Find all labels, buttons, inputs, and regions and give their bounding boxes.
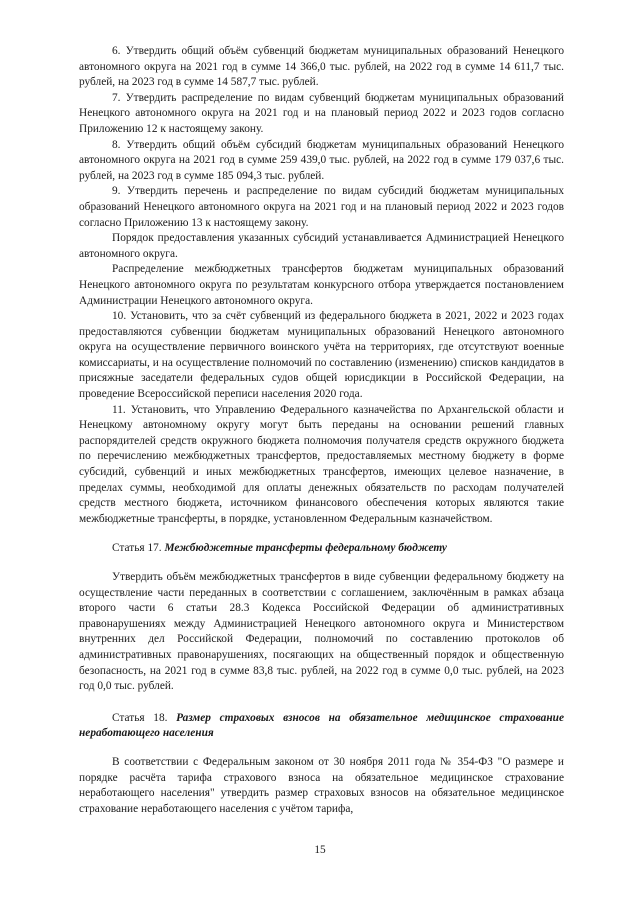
- article-18-title: Размер страховых взносов на обязательное медицинское страхование неработающего населения: [79, 711, 564, 740]
- paragraph-11: 11. Установить, что Управлению Федерального казначейства по Архангельской области и Ненецкому автономному округу могут быть переданы на основании решений главных распорядителей средств окружного бюджета полномочия получателя средств окружного бюджета по перечислению межбюджетных трансфертов, предоставляемых местному бюджету в форме субсидий, субвенций и иных межбюджетных трансфертов, имеющих целевое назначение, в пределах суммы, необходимой для оплаты денежных обязательств по расходам получателей средств местного бюджета, источником финансового обеспечения которых являются такие межбюджетные трансферты, в порядке, установленном Федеральным казначейством.: [79, 403, 564, 525]
- paragraph-7: 7. Утвердить распределение по видам субвенций бюджетам муниципальных образований Ненецкого автономного округа на 2021 год и на плановый период 2022 и 2023 годов согласно Приложению 12 к настоящему закону.: [79, 91, 564, 135]
- article-18-text: В соответствии с Федеральным законом от 30 ноября 2011 года № 354-ФЗ "О размере и порядке расчёта тарифа страхового взноса на обязательное медицинское страхование неработающего населения" утвердить размер страховых взносов на обязательное медицинское страхование неработающего населения с учётом тарифа,: [79, 755, 564, 815]
- article-18-label: Статья 18.: [112, 711, 168, 724]
- paragraph-8: 8. Утвердить общий объём субсидий бюджетам муниципальных образований Ненецкого автономного округа на 2021 год в сумме 259 439,0 тыс. рублей, на 2022 год в сумме 179 037,6 тыс. рублей, на 2023 год в сумме 185 094,3 тыс. рублей.: [79, 138, 564, 182]
- paragraph-6: 6. Утвердить общий объём субвенций бюджетам муниципальных образований Ненецкого автономного округа на 2021 год в сумме 14 366,0 тыс. рублей, на 2022 год в сумме 14 611,7 тыс. рублей, на 2023 год в сумме 14 587,7 тыс. рублей.: [79, 45, 564, 89]
- article-17-text: Утвердить объём межбюджетных трансфертов в виде субвенции федеральному бюджету на осуществление части переданных в соответствии с соглашением, заключённым в рамках абзаца второго части 6 статьи 28.3 Кодекса Российской Федерации об административных правонарушениях между Администрацией Ненецкого автономного округа и Министерством внутренних дел Российской Федерации, полномочий по составлению протоколов об административных правонарушениях, посягающих на общественный порядок и общественную безопасность, на 2021 год в сумме 83,8 тыс. рублей, на 2022 год в сумме 0,0 тыс. рублей, на 2023 год 0,0 тыс. рублей.: [79, 571, 564, 693]
- paragraph-subsidy-procedure: Порядок предоставления указанных субсидий устанавливается Администрацией Ненецкого автономного округа.: [79, 232, 564, 260]
- paragraph-10: 10. Установить, что за счёт субвенций из федерального бюджета в 2021, 2022 и 2023 годах предоставляются субвенции бюджетам муниципальных образований Ненецкого автономного округа на осуществление первичного воинского учёта на территориях, где отсутствуют военные комиссариаты, и на осуществление полномочий по составлению (изменению) списков кандидатов в присяжные заседатели федеральных судов общей юрисдикции в Российской Федерации, на проведение Всероссийской переписи населения 2020 года.: [79, 310, 564, 401]
- document-body: [79, 44, 564, 817]
- article-17-label: Статья 17.: [112, 542, 162, 555]
- article-18-heading: [79, 711, 564, 742]
- article-17-heading: [79, 541, 564, 557]
- page-number: 15: [314, 844, 326, 856]
- paragraph-9: 9. Утвердить перечень и распределение по видам субсидий бюджетам муниципальных образований Ненецкого автономного округа на 2021 год и на плановый период 2022 и 2023 годов согласно Приложению 13 к настоящему закону.: [79, 185, 564, 229]
- paragraph-distribution: Распределение межбюджетных трансфертов бюджетам муниципальных образований Ненецкого автономного округа по результатам конкурсного отбора утверждается постановлением Администрации Ненецкого автономного округа.: [79, 263, 564, 307]
- article-17-title: Межбюджетные трансферты федеральному бюджету: [164, 542, 447, 555]
